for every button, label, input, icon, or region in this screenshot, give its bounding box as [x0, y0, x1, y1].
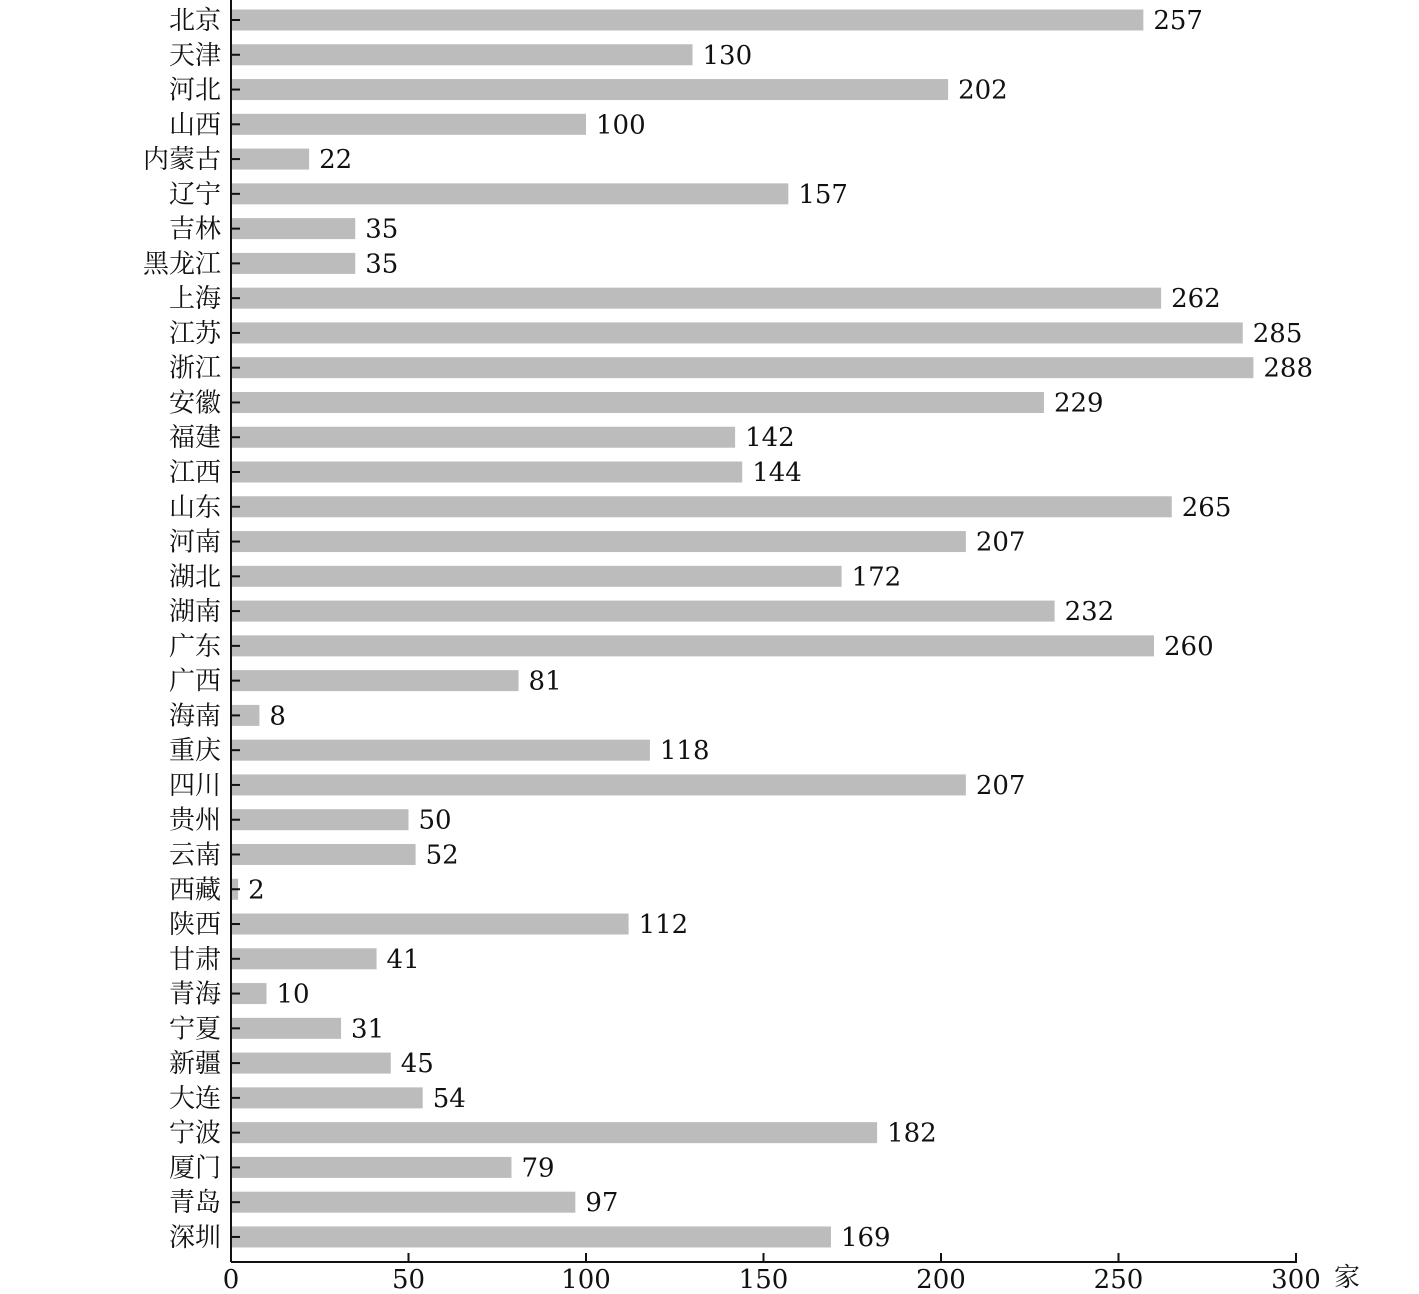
value-label-16: 172	[851, 562, 902, 593]
category-label-35: 深圳	[168, 1222, 221, 1253]
value-label-2: 202	[958, 75, 1008, 106]
value-label-0: 257	[1153, 6, 1203, 36]
category-label-34: 青岛	[168, 1188, 221, 1219]
bar-27	[231, 948, 377, 969]
category-label-32: 宁波	[168, 1118, 221, 1149]
category-label-4: 内蒙古	[142, 145, 221, 176]
x-tick-label-1: 50	[391, 1265, 426, 1290]
value-label-15: 207	[975, 527, 1026, 558]
x-tick-label-5: 250	[1093, 1265, 1144, 1290]
value-label-1: 130	[702, 40, 753, 71]
value-label-4: 22	[319, 145, 353, 176]
bar-16	[231, 566, 842, 587]
category-label-23: 贵州	[168, 805, 221, 836]
value-label-33: 79	[521, 1153, 555, 1184]
value-label-24: 52	[425, 840, 459, 871]
x-tick-label-6: 300	[1271, 1265, 1321, 1290]
bar-4	[231, 149, 309, 170]
value-label-23: 50	[418, 805, 452, 836]
bar-5	[231, 183, 788, 204]
category-label-21: 重庆	[168, 736, 221, 767]
bar-13	[231, 462, 742, 483]
bar-24	[231, 844, 416, 865]
value-label-34: 97	[585, 1188, 619, 1219]
value-label-14: 265	[1181, 492, 1232, 523]
value-label-3: 100	[596, 110, 646, 141]
category-label-8: 上海	[168, 284, 221, 315]
x-axis-unit-label: 家	[1334, 1263, 1361, 1290]
value-label-21: 118	[659, 736, 710, 767]
bars-layer	[231, 6, 1313, 1253]
category-label-6: 吉林	[168, 214, 221, 245]
category-label-9: 江苏	[168, 318, 221, 349]
bar-14	[231, 496, 1172, 517]
category-label-19: 广西	[168, 666, 221, 697]
category-label-17: 湖南	[168, 597, 221, 628]
category-label-16: 湖北	[168, 562, 221, 593]
value-label-32: 182	[887, 1118, 937, 1149]
value-label-7: 35	[365, 249, 399, 280]
bar-0	[231, 10, 1143, 31]
x-tick-label-2: 100	[561, 1265, 611, 1290]
bar-34	[231, 1192, 575, 1213]
value-label-31: 54	[432, 1083, 466, 1114]
value-label-17: 232	[1064, 597, 1115, 628]
bar-2	[231, 79, 948, 100]
bar-3	[231, 114, 586, 135]
category-label-14: 山东	[168, 492, 221, 523]
value-label-10: 288	[1263, 353, 1314, 384]
bar-22	[231, 774, 966, 795]
bar-17	[231, 601, 1055, 622]
value-label-27: 41	[386, 944, 420, 975]
value-label-6: 35	[365, 214, 399, 245]
value-label-13: 144	[752, 458, 802, 489]
x-tick-label-0: 0	[222, 1265, 240, 1290]
bar-9	[231, 322, 1243, 343]
bar-19	[231, 670, 519, 691]
value-label-26: 112	[638, 910, 689, 941]
category-label-11: 安徽	[168, 388, 221, 419]
category-label-25: 西藏	[168, 875, 221, 906]
bar-18	[231, 635, 1154, 656]
bar-32	[231, 1122, 877, 1143]
category-label-26: 陕西	[168, 910, 221, 941]
value-label-11: 229	[1053, 388, 1104, 419]
bar-29	[231, 1018, 341, 1039]
category-label-7: 黑龙江	[142, 249, 221, 280]
category-label-12: 福建	[168, 423, 221, 454]
category-label-22: 四川	[168, 770, 221, 801]
bar-1	[231, 44, 693, 65]
category-label-24: 云南	[168, 840, 221, 871]
category-label-27: 甘肃	[168, 944, 221, 975]
category-label-13: 江西	[168, 458, 221, 489]
bar-21	[231, 740, 650, 761]
category-label-1: 天津	[168, 40, 221, 71]
category-label-10: 浙江	[168, 353, 221, 384]
bar-33	[231, 1157, 511, 1178]
category-label-5: 辽宁	[168, 179, 221, 210]
bar-26	[231, 914, 629, 935]
bar-31	[231, 1087, 423, 1108]
bar-15	[231, 531, 966, 552]
value-label-12: 142	[745, 423, 795, 454]
bar-30	[231, 1053, 391, 1074]
bar-6	[231, 218, 355, 239]
bar-11	[231, 392, 1044, 413]
value-label-29: 31	[351, 1014, 385, 1045]
category-label-3: 山西	[168, 110, 221, 141]
value-label-8: 262	[1171, 284, 1221, 315]
bar-12	[231, 427, 735, 448]
category-label-15: 河南	[168, 527, 221, 558]
value-label-5: 157	[798, 179, 848, 210]
bar-10	[231, 357, 1253, 378]
value-label-28: 10	[276, 979, 310, 1010]
value-label-19: 81	[528, 666, 562, 697]
bar-35	[231, 1226, 831, 1247]
category-label-20: 海南	[168, 701, 221, 732]
value-label-18: 260	[1164, 631, 1214, 662]
value-label-25: 2	[248, 875, 265, 906]
value-label-20: 8	[269, 701, 286, 732]
bar-7	[231, 253, 355, 274]
value-label-9: 285	[1252, 318, 1303, 349]
category-label-28: 青海	[168, 979, 221, 1010]
value-label-30: 45	[400, 1049, 434, 1080]
x-tick-label-4: 200	[916, 1265, 966, 1290]
category-label-31: 大连	[168, 1083, 221, 1114]
category-label-0: 北京	[168, 6, 221, 36]
value-label-22: 207	[975, 770, 1026, 801]
category-label-18: 广东	[168, 631, 221, 662]
bar-8	[231, 288, 1161, 309]
x-tick-label-3: 150	[738, 1265, 789, 1290]
category-label-30: 新疆	[168, 1049, 221, 1080]
bar-23	[231, 809, 409, 830]
category-label-29: 宁夏	[168, 1014, 221, 1045]
value-label-35: 169	[840, 1222, 891, 1253]
category-label-2: 河北	[168, 75, 221, 106]
category-label-33: 厦门	[168, 1153, 221, 1184]
